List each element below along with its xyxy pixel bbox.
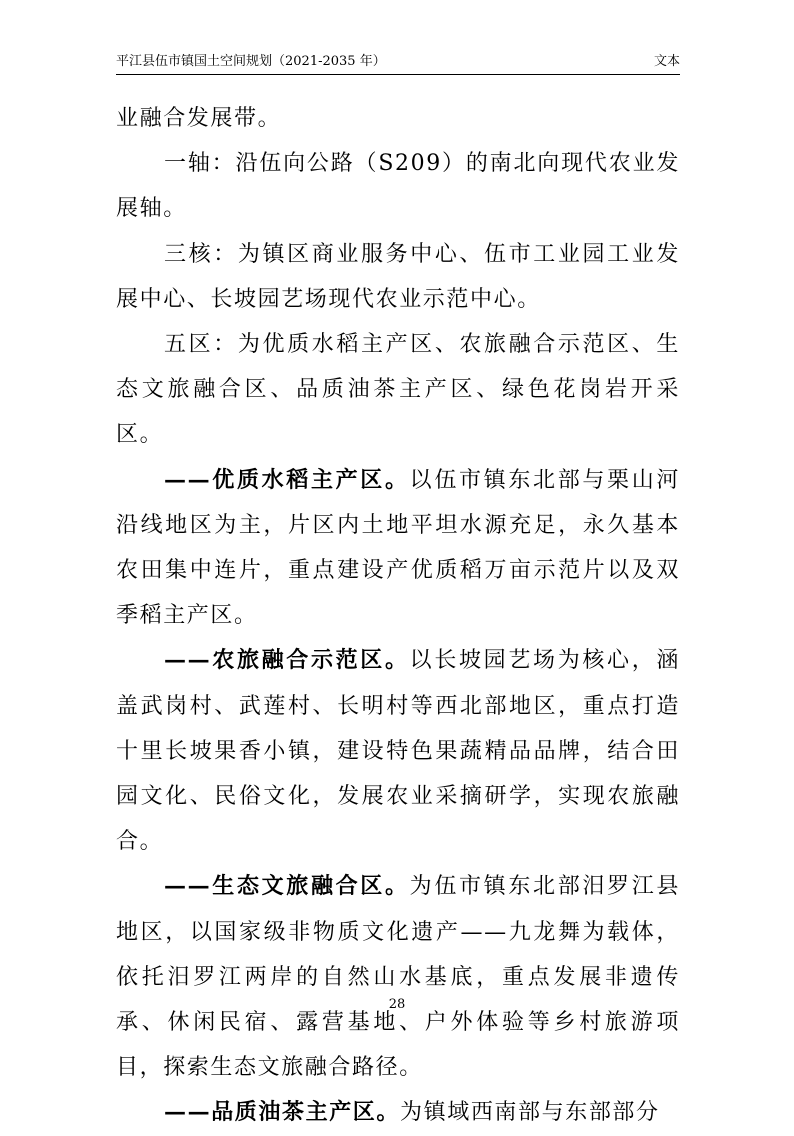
paragraph-text: 为伍市镇东北部汨罗江县地区，以国家级非物质文化遗产——九龙舞为载体，依托汨罗江两岸的自然山水基底，重点发展非遗传承、休闲民宿、露营基地、户外体验等乡村旅游项目，探索生态文旅融合路径。 [116, 874, 680, 1081]
paragraph [116, 458, 680, 639]
paragraph-lead: ——生态文旅融合区。 [164, 873, 410, 900]
paragraph-text: 三核：为镇区商业服务中心、伍市工业园工业发展中心、长坡园艺场现代农业示范中心。 [116, 241, 680, 312]
page-number: 28 [388, 997, 406, 1012]
document-title: 平江县伍市镇国土空间规划（2021-2035 年） [116, 54, 386, 69]
paragraph-text: 以长坡园艺场为核心，涵盖武岗村、武莲村、长明村等西北部地区，重点打造十里长坡果香小镇，建设特色果蔬精品品牌，结合田园文化、民俗文化，发展农业采摘研学，实现农旅融合。 [116, 648, 680, 855]
paragraph-text: 五区：为优质水稻主产区、农旅融合示范区、生态文旅融合区、品质油茶主产区、绿色花岗岩开采区。 [116, 332, 680, 448]
document-type-label: 文本 [653, 54, 680, 69]
body-text [116, 96, 680, 1136]
paragraph-lead: ——农旅融合示范区。 [164, 647, 410, 674]
paragraph-lead: ——优质水稻主产区。 [164, 466, 410, 493]
paragraph-lead: ——品质油茶主产区。 [164, 1099, 401, 1126]
paragraph-text: 以伍市镇东北部与栗山河沿线地区为主，片区内土地平坦水源充足，永久基本农田集中连片，重点建设产优质稻万亩示范片以及双季稻主产区。 [116, 467, 680, 629]
paragraph [116, 1090, 680, 1135]
paragraph [116, 96, 680, 141]
paragraph [116, 141, 680, 231]
header-divider [116, 74, 680, 75]
paragraph-text: 为镇域西南部与东部部分 [400, 1100, 660, 1126]
paragraph [116, 232, 680, 322]
paragraph [116, 322, 680, 458]
paragraph [116, 864, 680, 1090]
paragraph-text: 一轴：沿伍向公路（S209）的南北向现代农业发展轴。 [116, 151, 680, 222]
page-header [116, 52, 680, 72]
paragraph-text: 业融合发展带。 [116, 106, 282, 131]
paragraph [116, 638, 680, 864]
